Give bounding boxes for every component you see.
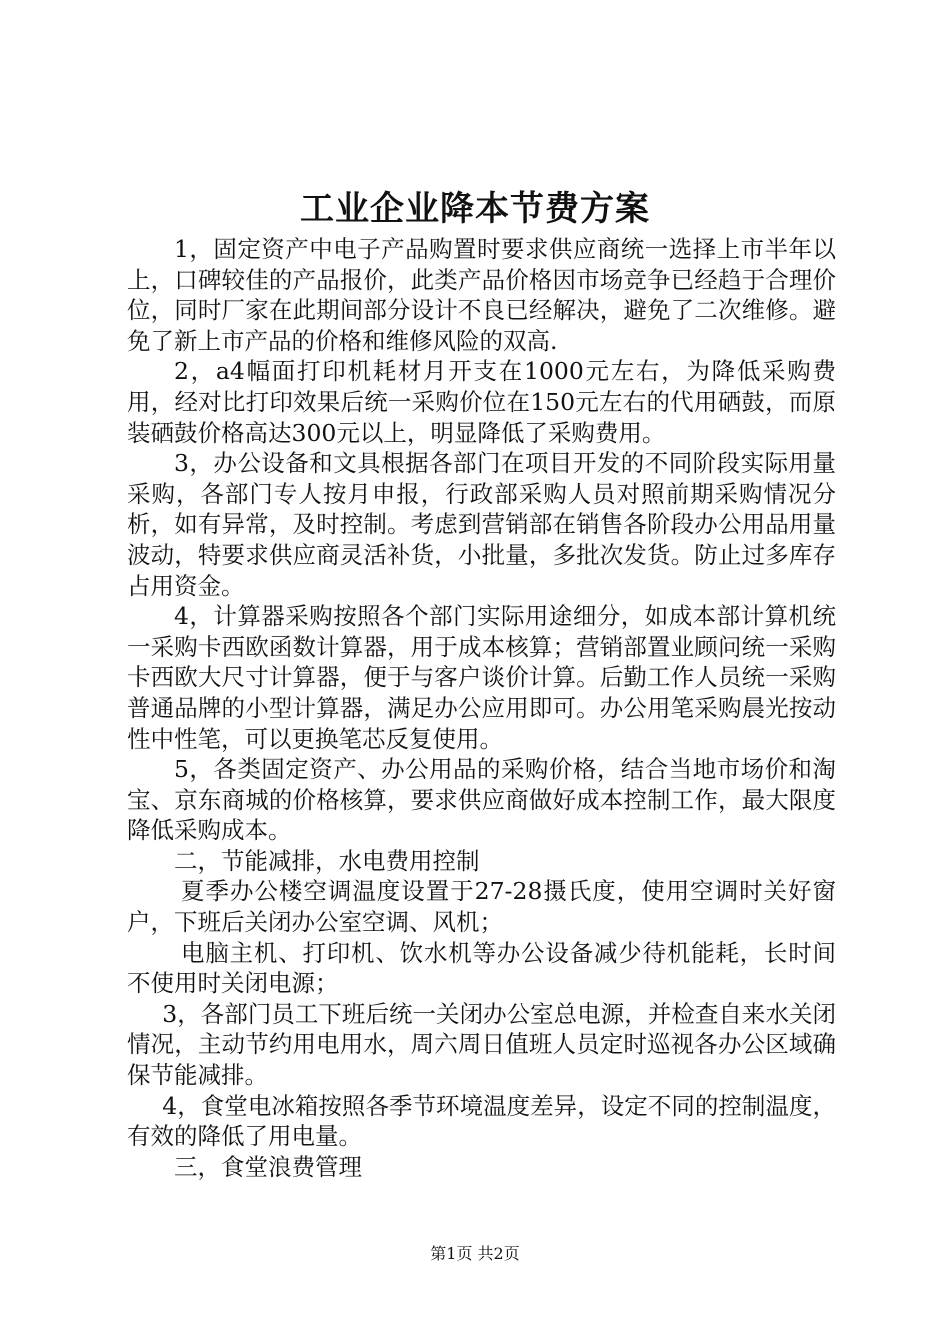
document-body	[127, 234, 836, 1182]
paragraph-item-5: 5，各类固定资产、办公用品的采购价格，结合当地市场价和淘宝、京东商城的价格核算，要求供应商做好成本控制工作，最大限度降低采购成本。	[127, 755, 836, 845]
paragraph-item-4: 4，计算器采购按照各个部门实际用途细分，如成本部计算机统一采购卡西欧函数计算器，用于成本核算；营销部置业顾问统一采购卡西欧大尺寸计算器，便于与客户谈价计算。后勤工作人员统一采购普通品牌的小型计算器，满足办公应用即可。办公用笔采购晨光按动性中性笔，可以更换笔芯反复使用。	[127, 602, 836, 753]
paragraph-item-1: 1，固定资产中电子产品购置时要求供应商统一选择上市半年以上，口碑较佳的产品报价，此类产品价格因市场竞争已经趋于合理价位，同时厂家在此期间部分设计不良已经解决，避免了二次维修。避免了新上市产品的价格和维修风险的双高.	[127, 235, 836, 355]
paragraph-air-conditioning: 夏季办公楼空调温度设置于27-28摄氏度，使用空调时关好窗户，下班后关闭办公室空调、风机；	[127, 877, 836, 937]
paragraph-refrigerator: 4，食堂电冰箱按照各季节环境温度差异，设定不同的控制温度，有效的降低了用电量。	[127, 1091, 836, 1151]
page-footer: 第1页 共2页	[430, 1244, 520, 1263]
section-heading-canteen: 三，食堂浪费管理	[174, 1152, 362, 1181]
paragraph-power-off: 3，各部门员工下班后统一关闭办公室总电源，并检查自来水关闭情况，主动节约用电用水，周六周日值班人员定时巡视各办公区域确保节能减排。	[127, 999, 836, 1090]
section-heading-energy: 二，节能减排，水电费用控制	[174, 846, 480, 875]
paragraph-item-3: 3，办公设备和文具根据各部门在项目开发的不同阶段实际用量采购，各部门专人按月申报，行政部采购人员对照前期采购情况分析，如有异常，及时控制。考虑到营销部在销售各阶段办公用品用量波动，特要求供应商灵活补货，小批量，多批次发货。防止过多库存占用资金。	[127, 449, 836, 600]
paragraph-item-2: 2，a4幅面打印机耗材月开支在1000元左右，为降低采购费用，经对比打印效果后统一采购价位在150元左右的代用硒鼓，而原装硒鼓价格高达300元以上，明显降低了采购费用。	[127, 357, 836, 447]
document-title: 工业企业降本节费方案	[300, 189, 650, 229]
paragraph-office-equipment: 电脑主机、打印机、饮水机等办公设备减少待机能耗，长时间不使用时关闭电源；	[127, 938, 836, 998]
